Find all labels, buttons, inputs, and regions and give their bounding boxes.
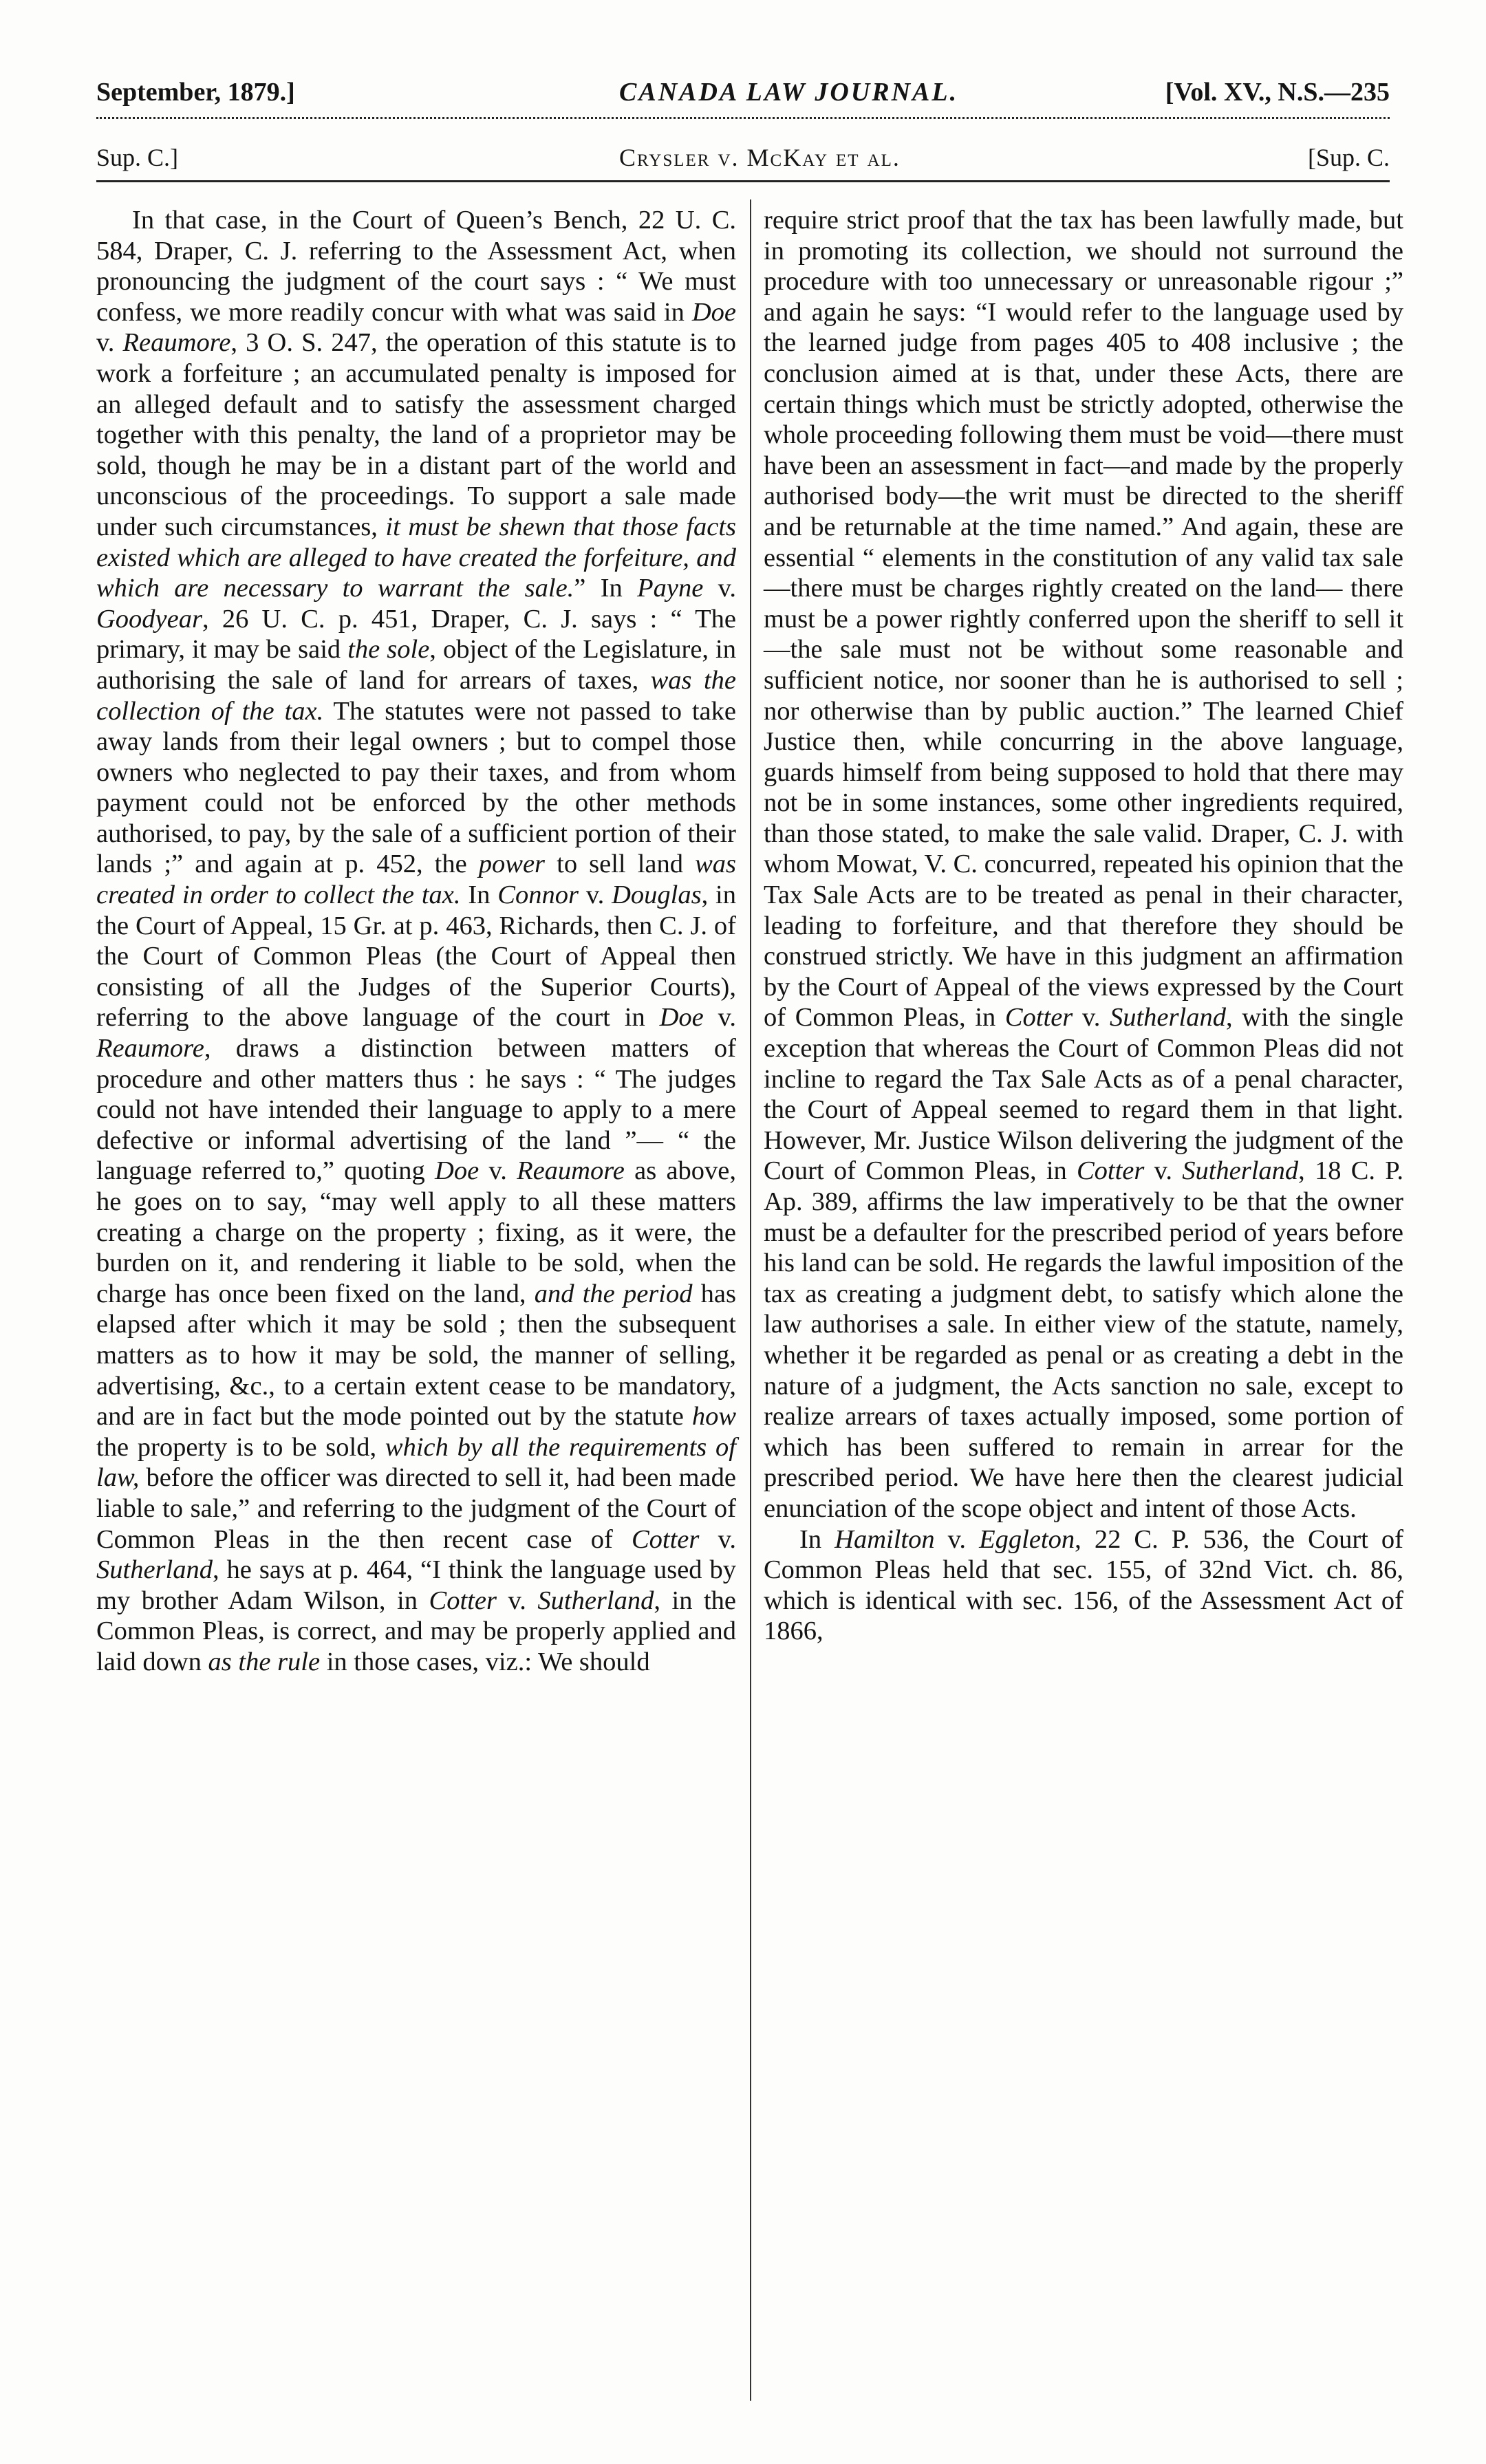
body-text: has elapsed after which it may be sold ; then the subsequent matters as to how it may be sold, the manner of selling, advertising, &c., to a certain extent cease to be mandatory, and are in fact but the mode pointed out by the statute	[96, 1279, 736, 1431]
body-text: v.	[578, 880, 612, 910]
body-text: as above, he goes on to say, “may well apply to all these matters creating a charge on the property ; fixing, as it were, the burden on it, and rendering it liable to be sold, when the charge has once been fixed on the land,	[96, 1156, 737, 1308]
body-text: v.	[703, 574, 737, 603]
body-text: , 18 C. P. Ap. 389, affirms the law imperatively to be that the owner must be a defaulter for the prescribed period of years before his land can be sold. He regards the lawful imposition of the tax as creating a judgment debt, to satisfy which alone the law authorises a sale. In either view of the statute, namely, whether it be regarded as penal or as creating a debt in the nature of a judgment, the Acts sanction no sale, except to realize arrears of taxes actually imposed, some portion of which has been suffered to remain in arrear for the prescribed period. We have here then the clearest judicial enunciation of the scope object and intent of those Acts.	[764, 1156, 1403, 1523]
body-text: , he says at p. 464, “I think the language used by my brother Adam Wilson, in	[96, 1555, 736, 1615]
italic-text: was the collection of the tax.	[96, 665, 736, 726]
body-text: the property is to be sold,	[96, 1432, 385, 1462]
italic-text: how	[691, 1402, 736, 1431]
italic-text: Cotter	[429, 1586, 497, 1615]
body-text: , 3 O. S. 247, the operation of this statute is to work a forfeiture ; an accumulated penalty is imposed for an alleged default and to satisfy the assessment charged together with this penalty, the land of a proprietor may be sold, though he may be in a distant part of the world and unconscious of the proceedings. To support a sale made under such circumstances,	[96, 328, 736, 541]
italic-text: Payne	[637, 574, 704, 603]
paragraph	[96, 205, 736, 1678]
body-text: v.	[1073, 1003, 1110, 1033]
italic-text: Connor	[497, 880, 579, 910]
italic-text: Sutherland	[96, 1555, 213, 1585]
body-text: v.	[699, 1524, 736, 1554]
italic-text: Sutherland	[1109, 1003, 1226, 1033]
italic-text: Cotter	[1004, 1003, 1073, 1033]
body-text: , 26 U. C. p. 451, Draper, C. J. says : “ The primary, it may be said	[96, 604, 736, 664]
italic-text: which by all the requirements of law,	[96, 1432, 736, 1493]
italic-text: Reaumore	[96, 1034, 204, 1063]
body-text: require strict proof that the tax has been lawfully made, but in promoting its collection, we should not surround the procedure with too unnecessary or unreasonable rigour ;” and again he says: “I would refer to the language used by the learned judge from pages 405 to 408 inclusive ; the conclusion aimed at is that, under these Acts, there are certain things which must be strictly adopted, otherwise the whole proceeding following them must be void—there must have been an assessment in fact—and made by the properly authorised body—the writ must be directed to the sheriff and be returnable at the time named.” And again, these are essential “ elements in the constitution of any valid tax sale—there must be charges rightly created on the land— there must be a power rightly conferred upon the sheriff to sell it—the sale must not be without some reasonable and sufficient notice, nor sooner than he is authorised to sell ; nor otherwise than by public auction.” The learned Chief Justice then, while concurring in the above language, guards himself from being supposed to hold that there may not be in some instances, some other ingredients required, than those stated, to make the sale valid. Draper, C. J. with whom Mowat, V. C. concurred, repeated his opinion that the Tax Sale Acts are to be treated as penal in their character, leading to forfeiture, and that therefore they should be construed strictly. We have in this judgment an affirmation by the Court of Appeal of the views expressed by the Court of Common Pleas, in	[764, 206, 1403, 1033]
italic-text: Cotter	[1076, 1156, 1145, 1186]
italic-text: and the period	[534, 1279, 693, 1308]
italic-text: Sutherland	[1182, 1156, 1299, 1186]
body-text: , with the single exception that whereas the Court of Common Pleas did not incline to regard the Tax Sale Acts as of a penal character, the Court of Appeal seemed to regard them in that light. However, Mr. Justice Wilson delivering the judgment of the Court of Common Pleas, in	[764, 1003, 1404, 1186]
italic-text: Douglas	[612, 880, 702, 910]
case-title: Crysler v. McKay et al.	[619, 144, 901, 171]
left-column	[96, 205, 736, 1678]
body-text: v.	[1144, 1156, 1183, 1186]
body-text: In	[799, 1524, 835, 1554]
body-text: In	[460, 880, 498, 910]
body-text: , object of the Legislature, in authorising the sale of land for arrears of taxes,	[96, 635, 737, 695]
body-text: v.	[479, 1156, 517, 1186]
italic-text: Reaumore	[122, 328, 231, 358]
body-text: v.	[703, 1003, 737, 1033]
body-text: before the officer was directed to sell it, had been made liable to sale,” and referring to the judgment of the Court of Common Pleas in the then recent case of	[96, 1463, 736, 1554]
italic-text: it must be shewn that those facts existed which are alleged to have created the forfeiture, and which are necessary to warrant the sale.	[96, 512, 736, 603]
body-text: , in the Court of Appeal, 15 Gr. at p. 463, Richards, then C. J. of the Court of Common Pleas (the Court of Appeal then consisting of all the Judges of the Superior Courts), referring to the above language of the court in	[96, 880, 736, 1033]
italic-text: Eggleton	[979, 1524, 1075, 1554]
italic-text: Reaumore	[517, 1156, 625, 1186]
italic-text: power	[478, 850, 546, 879]
header-date: September, 1879.]	[96, 78, 295, 107]
body-text: , draws a distinction between matters of procedure and other matters thus : he says : “ The judges could not have intended their language to apply to a mere defective or informal advertising of the land ”— “ the language referred to,” quoting	[96, 1034, 736, 1186]
header-solid-rule	[96, 180, 1390, 182]
italic-text: Doe	[659, 1003, 704, 1033]
case-court-right: [Sup. C.	[1307, 144, 1390, 171]
body-text: In that case, in the Court of Queen’s Bench, 22 U. C. 584, Draper, C. J. referring to the Assessment Act, when pronouncing the judgment of the court says : “ We must confess, we more readily concur with what was said in	[96, 206, 736, 327]
body-text: , in the Common Pleas, is correct, and may be properly applied and laid down	[96, 1586, 737, 1676]
body-text: The statutes were not passed to take away lands from their legal owners ; but to compel those owners who neglected to pay their taxes, and from whom payment could not be enforced by the other methods authorised, to pay, by the sale of a sufficient portion of their lands ;” and again at p. 452, the	[96, 696, 736, 879]
header-volume: [Vol. XV., N.S.—235	[1165, 78, 1390, 107]
header-dotted-rule	[96, 117, 1390, 119]
body-text: in those cases, viz.: We should	[320, 1647, 650, 1676]
italic-text: was created in order to collect the tax.	[96, 850, 736, 910]
case-header	[96, 143, 1390, 182]
body-text: ” In	[574, 574, 638, 603]
header-journal-title: CANADA LAW JOURNAL.	[619, 78, 959, 107]
body-text: v.	[934, 1524, 980, 1554]
running-header	[96, 77, 1390, 118]
body-text: to sell land	[545, 850, 696, 879]
case-court-left: Sup. C.]	[96, 144, 179, 171]
italic-text: Doe	[691, 297, 736, 327]
right-column	[764, 205, 1403, 1647]
paragraph	[764, 205, 1403, 1524]
italic-text: Goodyear	[96, 604, 202, 634]
italic-text: as the rule	[208, 1647, 321, 1676]
column-divider	[750, 199, 751, 2401]
paragraph	[764, 1524, 1403, 1647]
italic-text: the sole	[347, 635, 430, 664]
italic-text: Doe	[435, 1156, 480, 1186]
italic-text: Sutherland	[537, 1586, 654, 1615]
body-text: v.	[496, 1586, 538, 1615]
italic-text: Hamilton	[834, 1524, 935, 1554]
italic-text: Cotter	[631, 1524, 700, 1554]
body-text: v.	[96, 328, 123, 358]
body-text: , 22 C. P. 536, the Court of Common Pleas held that sec. 155, of 32nd Vict. ch. 86, which is identical with sec. 156, of the Assessment Act of 1866,	[764, 1524, 1403, 1646]
